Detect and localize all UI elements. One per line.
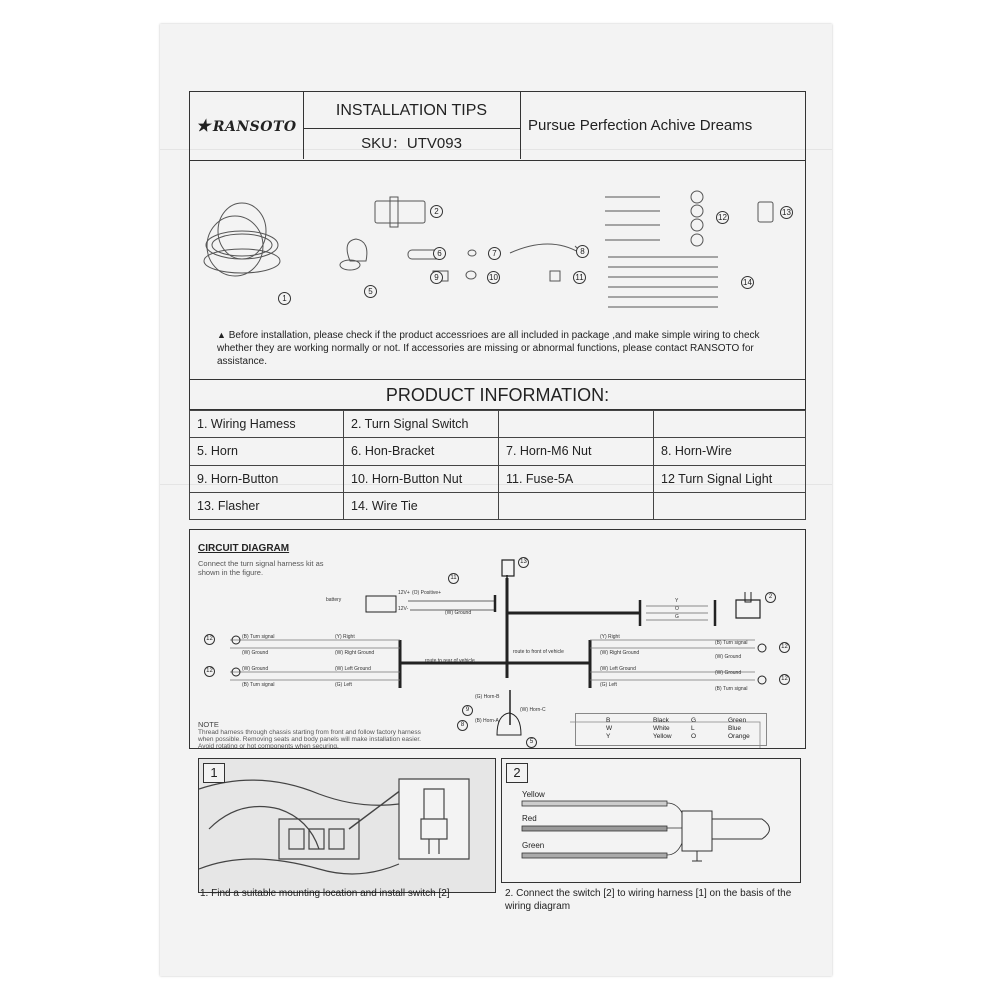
wire-yellow-label: Yellow <box>522 790 545 799</box>
wire-label: (W) Left Ground <box>600 666 636 672</box>
table-cell <box>653 492 806 520</box>
callout-7: 7 <box>488 247 501 260</box>
product-table <box>189 410 806 520</box>
circuit-diagram-box <box>189 529 806 749</box>
logo-cell <box>190 92 304 159</box>
wire-label: (G) Left <box>335 682 352 688</box>
legend-color: Orange <box>728 733 750 740</box>
wire-small: (B) Turn signal <box>715 686 748 692</box>
parts-box <box>189 161 806 380</box>
wire-red-label: Red <box>522 814 537 823</box>
table-cell: 1. Wiring Hamess <box>189 410 344 438</box>
route-rear-label: route to rear of vehicle <box>425 658 475 664</box>
callout-1: 1 <box>278 292 291 305</box>
brand-logo: ★ RANSOTO <box>196 116 297 135</box>
wire-label: (W) Right Ground <box>600 650 640 656</box>
table-cell: 14. Wire Tie <box>343 492 499 520</box>
table-cell: 7. Horn-M6 Nut <box>498 437 654 466</box>
switch-wiring-illustration <box>502 759 802 884</box>
note-title: NOTE <box>198 720 219 729</box>
instruction-sheet <box>160 24 832 976</box>
horn-a-label: (B) Horn-A <box>475 718 499 724</box>
table-cell: 8. Horn-Wire <box>653 437 806 466</box>
callout-2: 2 <box>430 205 443 218</box>
table-cell: 13. Flasher <box>189 492 344 520</box>
table-cell: 11. Fuse-5A <box>498 465 654 493</box>
table-cell: 2. Turn Signal Switch <box>343 410 499 438</box>
callout-13: 13 <box>518 557 529 568</box>
callout-8: 8 <box>457 720 468 731</box>
warning-note <box>217 329 782 368</box>
wire-label: (G) Left <box>600 682 617 688</box>
battery-label: battery <box>326 597 342 603</box>
wire-label: (W) Right Ground <box>335 650 375 656</box>
warning-text: Before installation, please check if the product accessrioes are all included in package ,and make simple wiring to check whether they are working normally or not. If accessories are missing or abnormal functions, please contact RANSOTO for assistance. <box>217 330 760 367</box>
table-cell: 9. Horn-Button <box>189 465 344 493</box>
slogan: Pursue Perfection Achive Dreams <box>528 117 753 134</box>
dashboard-illustration <box>199 759 496 893</box>
table-cell: 5. Horn <box>189 437 344 466</box>
table-cell: 10. Horn-Button Nut <box>343 465 499 493</box>
horn-c-label: (W) Horn-C <box>520 707 546 713</box>
step2-panel <box>501 758 801 883</box>
callout-10: 10 <box>487 271 500 284</box>
step1-caption: 1. Find a suitable mounting location and install switch [2] <box>200 888 450 899</box>
callout-12: 12 <box>779 674 790 685</box>
callout-12: 12 <box>204 634 215 645</box>
header-box <box>189 91 806 161</box>
v12-negative: 12V- <box>398 606 409 612</box>
legend-code: G <box>691 717 697 724</box>
wire-letter: O <box>675 606 679 612</box>
title-cell <box>303 92 521 159</box>
callout-2: 2 <box>765 592 776 603</box>
callout-11: 11 <box>448 573 459 584</box>
callout-9: 9 <box>462 705 473 716</box>
legend-color: Black <box>653 717 669 724</box>
wire-letter: G <box>675 614 679 620</box>
callout-11: 11 <box>573 271 586 284</box>
table-cell <box>498 410 654 438</box>
positive-label: (O) Positive+ <box>412 590 442 596</box>
horn-b-label: (G) Horn-B <box>475 694 500 700</box>
product-info-header <box>189 380 806 410</box>
callout-6: 6 <box>433 247 446 260</box>
circuit-title: CIRCUIT DIAGRAM <box>198 543 290 554</box>
callout-12: 12 <box>204 666 215 677</box>
callout-5: 5 <box>526 737 537 748</box>
legend-color: Blue <box>728 725 742 732</box>
wire-small: (W) Ground <box>242 650 269 656</box>
page-title: INSTALLATION TIPS <box>303 92 520 129</box>
v12-positive: 12V+ <box>398 590 410 596</box>
callout-5: 5 <box>364 285 377 298</box>
step2-caption: 2. Connect the switch [2] to wiring harness [1] on the basis of the wiring diagram <box>505 888 792 912</box>
callout-9: 9 <box>430 271 443 284</box>
legend-code: W <box>606 725 613 732</box>
step1-photo <box>198 758 496 893</box>
legend-code: Y <box>606 733 611 740</box>
note-text: Thread harness through chassis starting from front and follow factory harness when possible. Removing seats and body panels will make installation easier. Avoid rotating or hot components when securing. <box>198 729 421 749</box>
table-cell: 6. Hon-Bracket <box>343 437 499 466</box>
wire-small: (B) Turn signal <box>715 640 748 646</box>
color-legend <box>575 713 767 746</box>
product-info-title: PRODUCT INFORMATION: <box>385 385 610 405</box>
callout-12: 12 <box>779 642 790 653</box>
legend-color: Yellow <box>653 733 672 740</box>
table-cell <box>653 410 806 438</box>
legend-code: B <box>606 717 611 724</box>
route-front-label: route to front of vehicle <box>513 649 564 655</box>
callout-12: 12 <box>716 211 729 224</box>
legend-color: White <box>653 725 670 732</box>
circuit-intro: Connect the turn signal harness kit as shown in the figure. <box>198 559 324 577</box>
wire-small: (B) Turn signal <box>242 682 275 688</box>
wire-small: (W) Ground <box>715 654 742 660</box>
sku-label: SKU：UTV093 <box>361 135 462 152</box>
legend-color: Green <box>728 717 747 724</box>
step1-number: 1 <box>203 763 225 783</box>
callout-14: 14 <box>741 276 754 289</box>
wire-label: (W) Left Ground <box>335 666 371 672</box>
ground-label: (W) Ground <box>445 610 472 616</box>
wire-label: (Y) Right <box>600 634 620 640</box>
wire-small: (W) Ground <box>242 666 269 672</box>
callout-13: 13 <box>780 206 793 219</box>
wire-green-label: Green <box>522 841 545 850</box>
legend-code: L <box>691 725 695 732</box>
table-cell: 12 Turn Signal Light <box>653 465 806 493</box>
wire-letter: Y <box>675 598 679 604</box>
callout-8: 8 <box>576 245 589 258</box>
step2-number: 2 <box>506 763 528 783</box>
table-cell <box>498 492 654 520</box>
legend-code: O <box>691 733 697 740</box>
wire-label: (Y) Right <box>335 634 355 640</box>
wire-small: (W) Ground <box>715 670 742 676</box>
warning-icon: ▲ <box>217 330 226 340</box>
wire-small: (B) Turn signal <box>242 634 275 640</box>
